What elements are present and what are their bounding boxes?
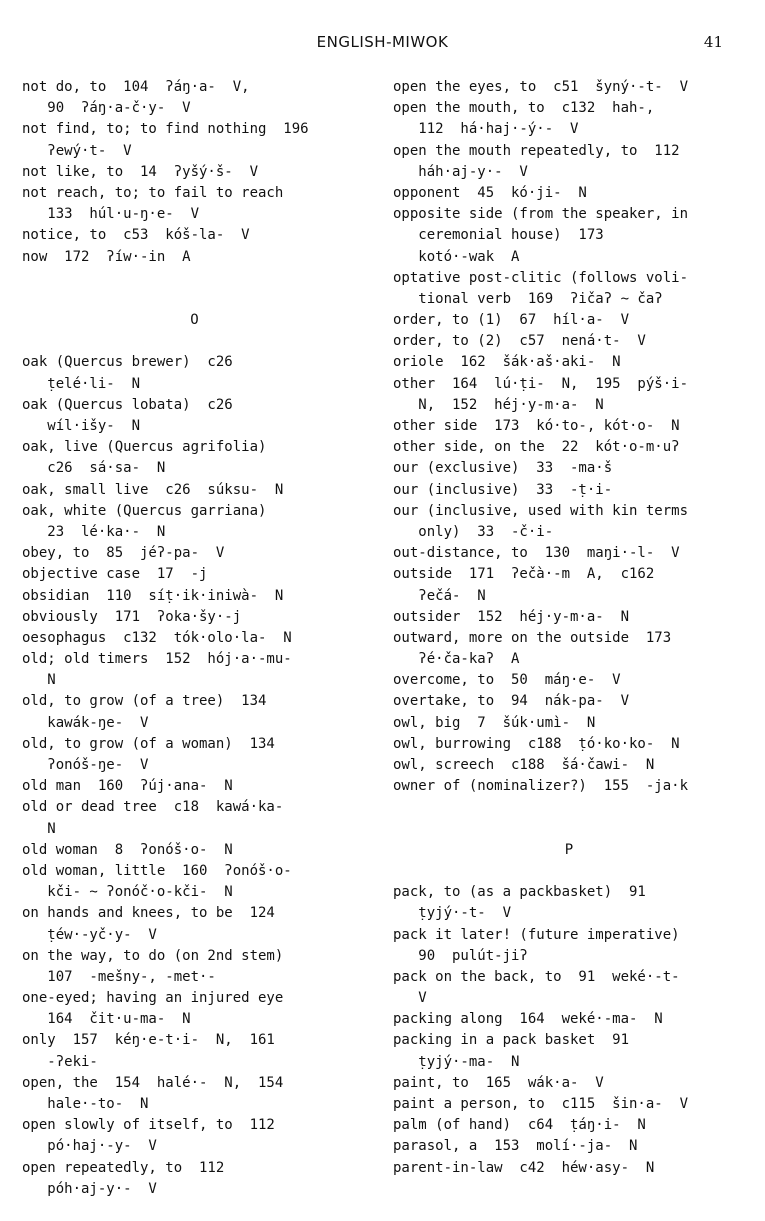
entry-line: kawák-ŋe- V [22,714,149,731]
entry-line: not find, to; to find nothing 196 [22,121,309,138]
entry-line: wíl·išy- N [22,418,141,434]
entry-line: open slowly of itself, to 112 [22,1117,275,1134]
entry-line: open, the 154 halé·- N, 154 [22,1074,284,1091]
entry-line: not like, to 14 ʔyšý·š- V [22,163,259,180]
entry-line: other side 173 kó·to-, kót·o- N [393,418,680,434]
entry-line: hale·-to- N [22,1096,149,1112]
entry-line: N, 152 héj·y-m·a- N [393,396,604,413]
entry-line: 23 lé·ka·- N [22,523,166,540]
entry-line: oriole 162 šák·aš·aki- N [393,354,621,371]
entry-line: N [22,672,56,689]
entry-line: owl, screech c188 šá·čawi- N [393,757,655,773]
entry-line: háh·aj-y·- V [393,163,528,180]
entry-line: ʔé·ča-kaʔ A [393,651,520,668]
entry-line: opponent 45 kó·ji- N [393,184,587,201]
blank-line [22,289,367,310]
entry-line: c26 sá·sa- N [22,460,166,477]
entry-line: pack it later! (future imperative) [393,926,680,943]
entry-line: ceremonial house) 173 [393,227,604,244]
entry-line: ṭelé·li- N [22,375,141,392]
entry-line: palm (of hand) c64 ṭáŋ·i- N [393,1117,646,1134]
entry-line: packing along 164 weké·-ma- N [393,1011,663,1028]
entry-line: -ʔeki- [22,1053,98,1070]
entry-line: V [393,990,427,1007]
entry-line: old or dead tree c18 kawá·ka- [22,799,284,816]
entry-line: packing in a pack basket 91 [393,1032,630,1049]
entry-line: our (inclusive) 33 -ṭ·i- [393,481,613,498]
entry-line: ʔewý·t- V [22,142,132,159]
blank-line [393,797,745,818]
entry-line: kotó·-wak A [393,248,520,265]
entry-line: tional verb 169 ʔičaʔ ~ čaʔ [393,290,663,307]
entry-line: 90 ʔáŋ·a-č·y- V [22,100,191,117]
entry-line: out-distance, to 130 maŋi·-l- V [393,545,680,562]
entry-line: owner of (nominalizer?) 155 -ja·k [393,778,689,795]
entry-line: oak, white (Quercus garriana) [22,502,267,519]
entry-line: only 157 kéŋ·e-t·i- N, 161 [22,1032,275,1049]
entry-line: on the way, to do (on 2nd stem) [22,947,284,964]
running-header: ENGLISH-MIWOK [316,33,449,51]
entry-line: now 172 ʔíw·-in A [22,248,191,265]
entry-line: 112 há·haj·-ý·- V [393,121,579,138]
entry-line: old; old timers 152 hój·a·-mu- [22,651,292,668]
entry-line: one-eyed; having an injured eye [22,990,284,1007]
entry-line: other side, on the 22 kót·o-m·uʔ [393,439,680,456]
entry-line: other 164 lú·ṭi- N, 195 pýš·i- [393,375,689,392]
entry-line: paint a person, to c115 šin·a- V [393,1096,689,1112]
entry-line: owl, big 7 šúk·umì- N [393,714,596,731]
entry-line: parent-in-law c42 héw·asy- N [393,1159,655,1176]
entry-line: obviously 171 ʔoka·šy·-j [22,608,242,625]
entry-line: old, to grow (of a tree) 134 [22,693,267,710]
entry-line: on hands and knees, to be 124 [22,905,275,922]
section-heading: P [564,841,574,858]
page-number: 41 [703,33,723,51]
entry-line: open repeatedly, to 112 [22,1159,225,1176]
entry-line: 107 -mešny-, -met·- [22,968,216,985]
entry-line: open the eyes, to c51 šyný·-t- V [393,79,689,95]
entry-line: old woman, little 160 ʔonóš·o- [22,862,292,879]
entry-line: 90 pulút-jiʔ [393,947,528,964]
entry-line: ṭyjý·-t- V [393,905,512,922]
entry-line: objective case 17 -j [22,566,208,583]
entry-line: notice, to c53 kóš-la- V [22,227,250,244]
entry-line: overcome, to 50 máŋ·e- V [393,672,621,689]
entry-line: overtake, to 94 nák-pa- V [393,693,630,710]
section-heading: O [190,312,199,329]
entry-line: kči- ~ ʔonóč·o-kči- N [22,884,233,901]
blank-line [22,268,367,289]
entry-line: oak, small live c26 súksu- N [22,481,284,498]
entry-line: old, to grow (of a woman) 134 [22,735,275,752]
entry-line: parasol, a 153 molí·-ja- N [393,1138,638,1155]
entry-line: not do, to 104 ʔáŋ·a- V, [22,79,250,95]
entry-line: open the mouth repeatedly, to 112 [393,142,680,159]
entry-line: ṭyjý·-ma- N [393,1053,520,1070]
entry-line: ʔečá- N [393,587,486,604]
entry-line: order, to (2) c57 nená·t- V [393,333,646,350]
entry-line: ʔonóš-ŋe- V [22,757,149,773]
entry-line: 133 húl·u-ŋ·e- V [22,206,200,223]
entry-line: paint, to 165 wák·a- V [393,1074,604,1091]
entry-line: not reach, to; to fail to reach [22,184,284,201]
entry-line: pack on the back, to 91 weké·-t- [393,968,680,985]
blank-line [22,331,367,352]
entry-line: old woman 8 ʔonóš·o- N [22,841,233,858]
right-column [393,77,745,1179]
entry-line: ṭéw·-yč·y- V [22,926,157,943]
blank-line [393,861,745,882]
entry-line: pack, to (as a packbasket) 91 [393,884,646,901]
entry-line: owl, burrowing c188 ṭó·ko·ko- N [393,735,680,752]
entry-line: N [22,820,56,837]
entry-line: our (inclusive, used with kin terms [393,502,689,519]
entry-line: obsidian 110 síṭ·ik·iniwà- N [22,587,284,604]
entry-line: optative post-clitic (follows voli- [393,269,689,286]
entry-line: open the mouth, to c132 hah-, [393,100,655,117]
entry-line: pó·haj·-y- V [22,1138,157,1155]
entry-line: outside 171 ʔečà·-m A, c162 [393,566,655,583]
entry-line: póh·aj-y·- V [22,1180,157,1197]
entry-line: oak (Quercus lobata) c26 [22,396,233,413]
entry-line: outsider 152 héj·y-m·a- N [393,608,630,625]
entry-line: oak, live (Quercus agrifolia) [22,439,267,456]
entry-line: only) 33 -č·i- [393,523,554,540]
entry-line: our (exclusive) 33 -ma·š [393,460,613,477]
entry-line: old man 160 ʔúj·ana- N [22,778,233,795]
left-column [22,77,367,1200]
entry-line: oesophagus c132 tók·olo·la- N [22,629,292,646]
blank-line [393,819,745,840]
entry-line: opposite side (from the speaker, in [393,206,689,223]
entry-line: obey, to 85 jéʔ-pa- V [22,545,225,562]
entry-line: 164 čit·u-ma- N [22,1011,191,1028]
entry-line: order, to (1) 67 híl·a- V [393,312,630,329]
entry-line: oak (Quercus brewer) c26 [22,354,233,371]
entry-line: outward, more on the outside 173 [393,629,672,646]
